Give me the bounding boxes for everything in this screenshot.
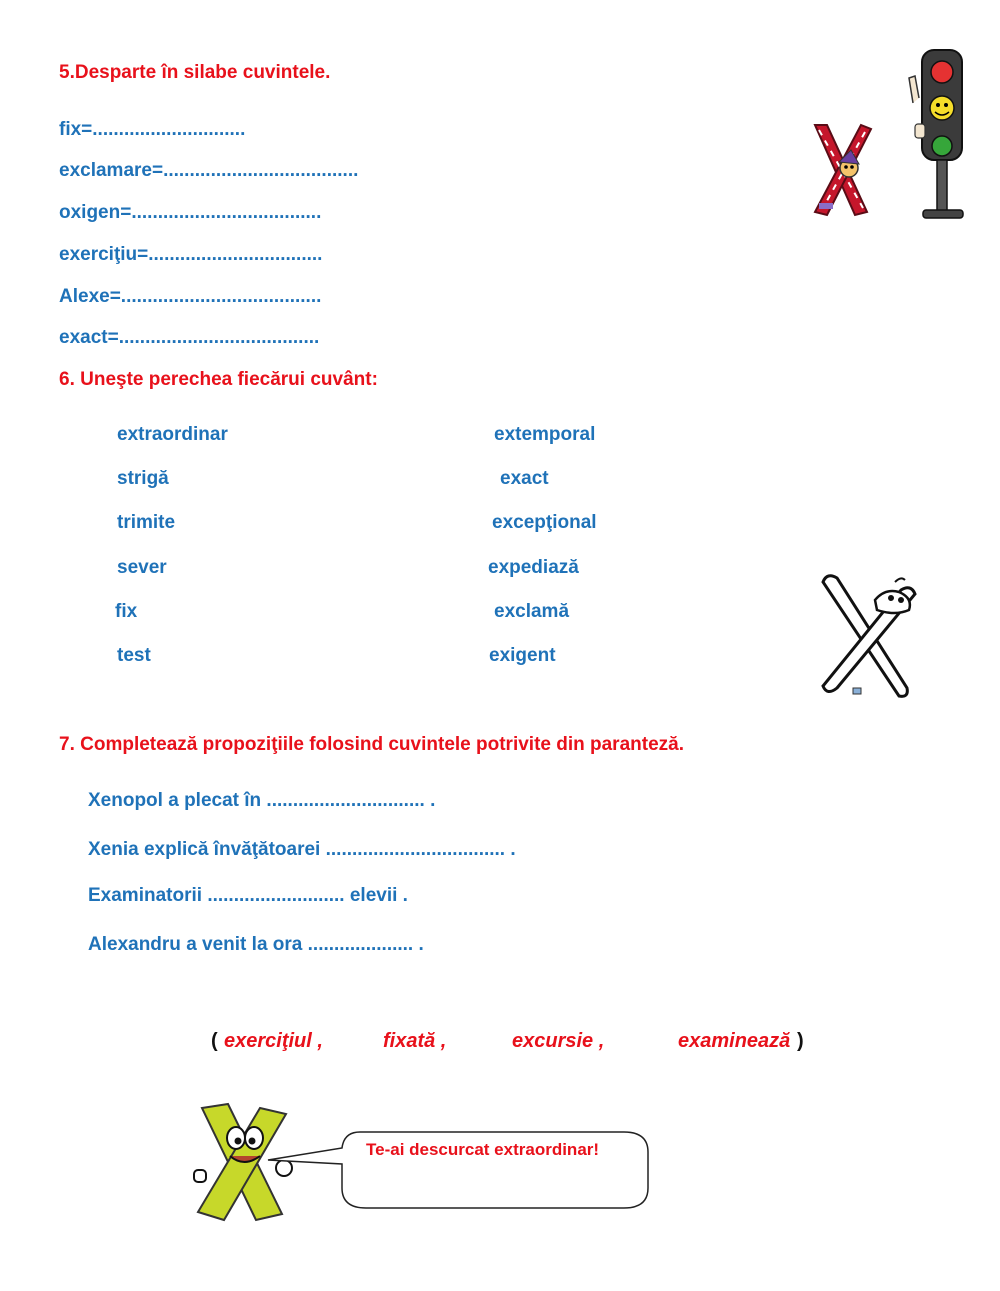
right-word[interactable]: extemporal	[494, 424, 596, 445]
right-word[interactable]: expediază	[488, 557, 579, 578]
left-word[interactable]: trimite	[117, 512, 176, 533]
word-option[interactable]: examinează	[678, 1030, 791, 1052]
speech-bubble-text: Te-ai descurcat extraordinar!	[366, 1140, 600, 1159]
left-word[interactable]: test	[117, 645, 151, 666]
word-option[interactable]: exerciţiul ,	[224, 1030, 323, 1052]
close-parenthesis: )	[797, 1030, 804, 1052]
exercise-5-title: 5.Desparte în silabe cuvintele.	[59, 62, 331, 83]
right-word[interactable]: exclamă	[494, 601, 570, 622]
left-word[interactable]: fix	[115, 601, 138, 622]
red-letter-x-icon	[805, 120, 875, 220]
left-word[interactable]: sever	[117, 557, 167, 578]
syllable-line-1[interactable]: fix=.............................	[59, 119, 246, 140]
syllable-line-2[interactable]: exclamare=.....................................	[59, 160, 359, 181]
traffic-light-icon	[905, 48, 967, 220]
sentence-3[interactable]: Examinatorii .......................... elevii .	[88, 885, 408, 906]
outline-letter-x-icon	[815, 570, 925, 702]
exercise-6-title: 6. Uneşte perechea fiecărui cuvânt:	[59, 369, 378, 390]
syllable-line-6[interactable]: exact=......................................	[59, 327, 320, 348]
syllable-line-4[interactable]: exerciţiu=.................................	[59, 244, 323, 265]
left-word[interactable]: extraordinar	[117, 424, 228, 445]
sentence-1[interactable]: Xenopol a plecat în .............................. .	[88, 790, 436, 811]
syllable-line-3[interactable]: oxigen=....................................	[59, 202, 322, 223]
open-parenthesis: (	[211, 1030, 218, 1052]
syllable-line-5[interactable]: Alexe=......................................	[59, 286, 322, 307]
right-word[interactable]: exact	[500, 468, 549, 489]
word-option[interactable]: excursie ,	[512, 1030, 605, 1052]
exercise-7-title: 7. Completează propoziţiile folosind cuvintele potrivite din paranteză.	[59, 734, 684, 755]
sentence-2[interactable]: Xenia explică învăţătoarei .................................. .	[88, 839, 516, 860]
right-word[interactable]: excepţional	[492, 512, 597, 533]
left-word[interactable]: strigă	[117, 468, 169, 489]
right-word[interactable]: exigent	[489, 645, 556, 666]
sentence-4[interactable]: Alexandru a venit la ora .................... .	[88, 934, 424, 955]
word-option[interactable]: fixată ,	[383, 1030, 447, 1052]
